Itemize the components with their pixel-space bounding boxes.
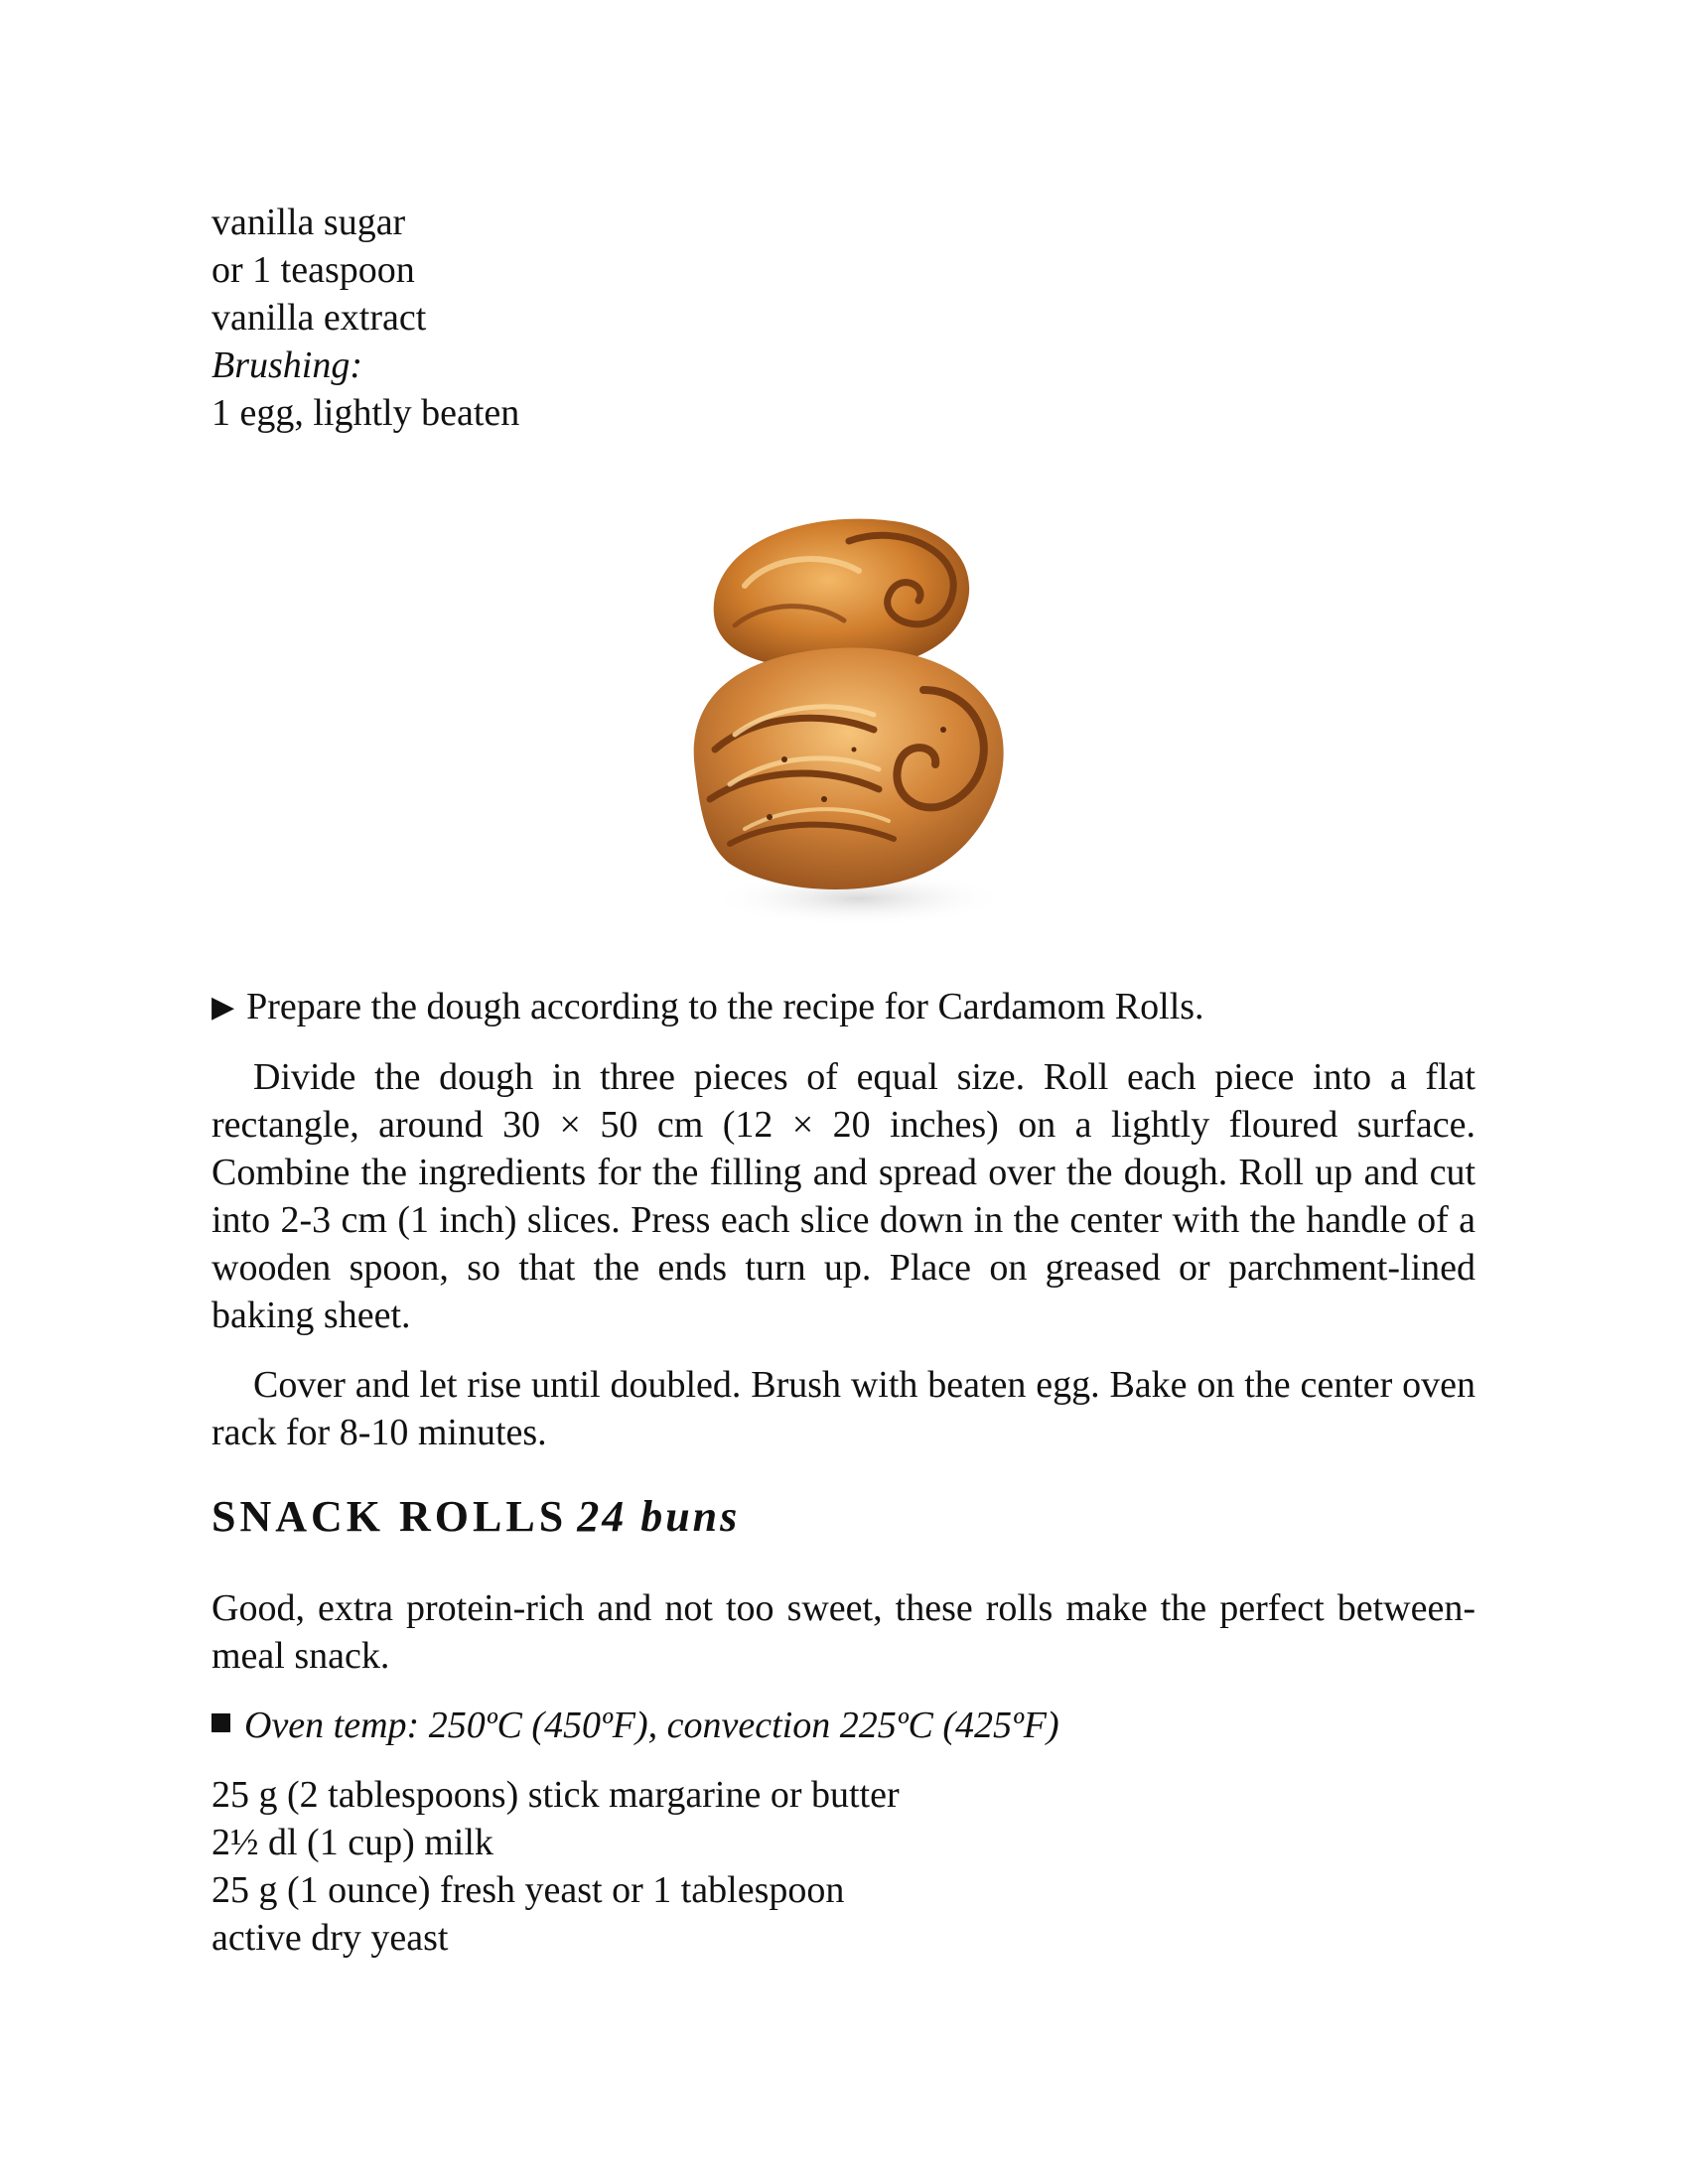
instructions	[211, 983, 1476, 1456]
ingredients-list-top	[211, 199, 1476, 437]
ingredient-line: 25 g (2 tablespoons) stick margarine or butter	[211, 1774, 900, 1816]
ingredients-list	[211, 1771, 1476, 1962]
cinnamon-bun-illustration	[675, 501, 1023, 928]
ingredient-line: or 1 teaspoon	[211, 249, 415, 291]
recipe-intro: Good, extra protein-rich and not too sweet, these rolls make the perfect between-meal snack.	[211, 1587, 1476, 1677]
ingredient-line: vanilla sugar	[211, 202, 406, 243]
ingredient-line: 2½ dl (1 cup) milk	[211, 1822, 493, 1863]
instruction-bullet	[211, 983, 1476, 1031]
ingredient-line: 25 g (1 ounce) fresh yeast or 1 tablespoon	[211, 1869, 845, 1911]
cinnamon-bun-photo	[675, 501, 1023, 928]
ingredient-line: active dry yeast	[211, 1917, 449, 1959]
oven-temp-text: Oven temp: 250ºC (450ºF), convection 225ºC (425ºF)	[244, 1705, 1059, 1746]
oven-temp	[211, 1702, 1476, 1749]
recipe-title: SNACK ROLLS	[211, 1492, 568, 1541]
recipe-section	[211, 1489, 1476, 1962]
brushing-label: Brushing:	[211, 344, 362, 386]
square-bullet-icon	[211, 1713, 230, 1732]
recipe-yield: 24 buns	[577, 1492, 741, 1541]
instruction-paragraph: Divide the dough in three pieces of equal size. Roll each piece into a flat rectangle, around 30 × 50 cm (12 × 20 inches) on a lightly floured surface. Combine the ingredients for the filling and spread over the dough. Roll up and cut into 2-3 cm (1 inch) slices. Press each slice down in the center with the handle of a wooden spoon, so that the ends turn up. Place on greased or parchment-lined baking sheet.	[211, 1056, 1476, 1336]
triangle-right-icon: ▶	[211, 991, 235, 1024]
bullet-text: Prepare the dough according to the recipe for Cardamom Rolls.	[246, 986, 1204, 1027]
ingredient-line: vanilla extract	[211, 297, 427, 339]
instruction-paragraph: Cover and let rise until doubled. Brush with beaten egg. Bake on the center oven rack for 8-10 minutes.	[211, 1364, 1476, 1453]
front-bun	[694, 648, 1004, 889]
recipe-heading	[211, 1489, 1476, 1545]
ingredient-line: 1 egg, lightly beaten	[211, 392, 520, 434]
